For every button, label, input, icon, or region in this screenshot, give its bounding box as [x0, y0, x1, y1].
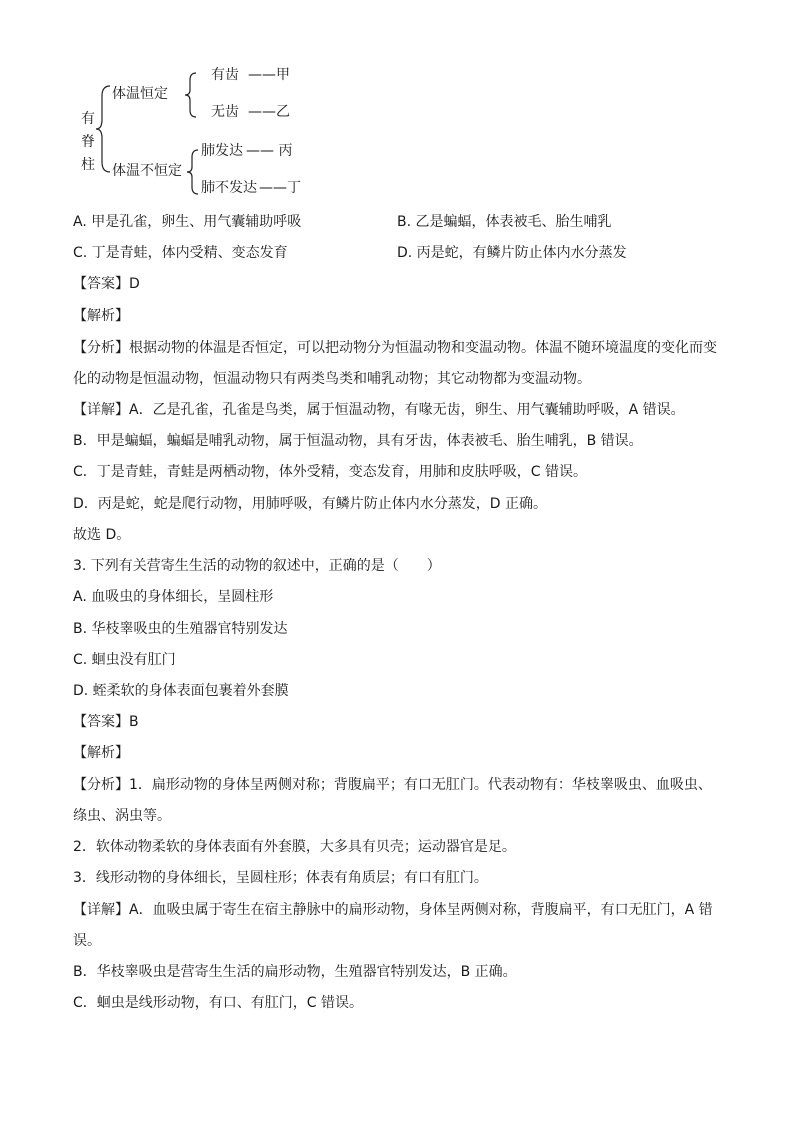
- q3-option-b: B. 华枝睾吸虫的生殖器官特别发达: [73, 621, 288, 637]
- q2-detail-c: C．丁是青蛙，青蛙是两栖动物，体外受精，变态发育，用肺和皮肤呼吸，C 错误。: [73, 464, 587, 480]
- q3-answer: 【答案】B: [73, 714, 139, 730]
- teeth-yes-result: ——甲: [248, 67, 290, 83]
- q3-analysis-heading: 【解析】: [73, 745, 129, 761]
- lung-developed-label: 肺发达: [201, 143, 243, 159]
- teeth-yes-label: 有齿: [211, 67, 239, 83]
- upper-brace: [184, 72, 198, 118]
- q2-analysis-heading: 【解析】: [73, 308, 129, 324]
- root-char-1: 有: [81, 111, 95, 127]
- q3-stem: 3. 下列有关营寄生生活的动物的叙述中，正确的是（ ）: [73, 558, 441, 574]
- lower-brace: [186, 149, 200, 195]
- lung-developed-result: —— 丙: [246, 143, 293, 159]
- q2-conclusion: 故选 D。: [73, 527, 131, 543]
- diagram-root-label: [80, 108, 96, 177]
- q3-analysis-line-2: 绦虫、涡虫等。: [73, 808, 171, 824]
- q3-detail-a-line-1: 【详解】A．血吸虫属于寄生在宿主静脉中的扁形动物，身体呈两侧对称，背腹扁平，有口无肛门，A 错: [73, 902, 713, 918]
- variable-temp-label: 体温不恒定: [112, 163, 182, 179]
- root-char-2: 脊: [81, 134, 95, 150]
- lung-undeveloped-result: ——丁: [259, 180, 301, 196]
- q3-detail-a-line-2: 误。: [73, 933, 101, 949]
- q2-option-b: B. 乙是蝙蝠，体表被毛、胎生哺乳: [397, 214, 612, 230]
- q3-analysis-line-3: 2．软体动物柔软的身体表面有外套膜，大多具有贝壳；运动器官是足。: [73, 839, 516, 855]
- q2-option-a: A. 甲是孔雀，卵生、用气囊辅助呼吸: [73, 214, 302, 230]
- q3-option-c: C. 蛔虫没有肛门: [73, 652, 176, 668]
- q2-option-c: C. 丁是青蛙，体内受精、变态发育: [73, 245, 288, 261]
- q3-analysis-line-4: 3．线形动物的身体细长，呈圆柱形；体表有角质层；有口有肛门。: [73, 870, 488, 886]
- root-char-3: 柱: [81, 157, 95, 173]
- q2-option-d: D. 丙是蛇，有鳞片防止体内水分蒸发: [397, 245, 627, 261]
- q2-detail-b: B．甲是蝙蝠，蝙蝠是哺乳动物，属于恒温动物，具有牙齿，体表被毛、胎生哺乳，B 错误。: [73, 433, 643, 449]
- constant-temp-label: 体温恒定: [112, 86, 168, 102]
- q3-option-a: A. 血吸虫的身体细长，呈圆柱形: [73, 589, 274, 605]
- q3-analysis-line-1: 【分析】1．扁形动物的身体呈两侧对称；背腹扁平；有口无肛门。代表动物有：华枝睾吸虫、血吸虫、: [73, 777, 712, 793]
- q3-detail-b: B．华枝睾吸虫是营寄生生活的扁形动物，生殖器官特别发达，B 正确。: [73, 964, 517, 980]
- teeth-no-label: 无齿: [211, 104, 239, 120]
- lung-undeveloped-label: 肺不发达: [201, 180, 257, 196]
- teeth-no-result: ——乙: [248, 104, 290, 120]
- q2-analysis-line-1: 【分析】根据动物的体温是否恒定，可以把动物分为恒温动物和变温动物。体温不随环境温度的变化而变: [73, 340, 717, 356]
- q2-analysis-line-2: 化的动物是恒温动物，恒温动物只有两类鸟类和哺乳动物；其它动物都为变温动物。: [73, 371, 591, 387]
- q2-answer: 【答案】D: [73, 276, 140, 292]
- q3-detail-c: C．蛔虫是线形动物，有口、有肛门，C 错误。: [73, 995, 363, 1011]
- q2-detail-d: D．丙是蛇，蛇是爬行动物，用肺呼吸，有鳞片防止体内水分蒸发，D 正确。: [73, 496, 548, 512]
- q3-option-d: D. 蛭柔软的身体表面包裹着外套膜: [73, 683, 289, 699]
- q2-detail-a: 【详解】A．乙是孔雀，孔雀是鸟类，属于恒温动物，有喙无齿，卵生、用气囊辅助呼吸，A 错误。: [73, 402, 685, 418]
